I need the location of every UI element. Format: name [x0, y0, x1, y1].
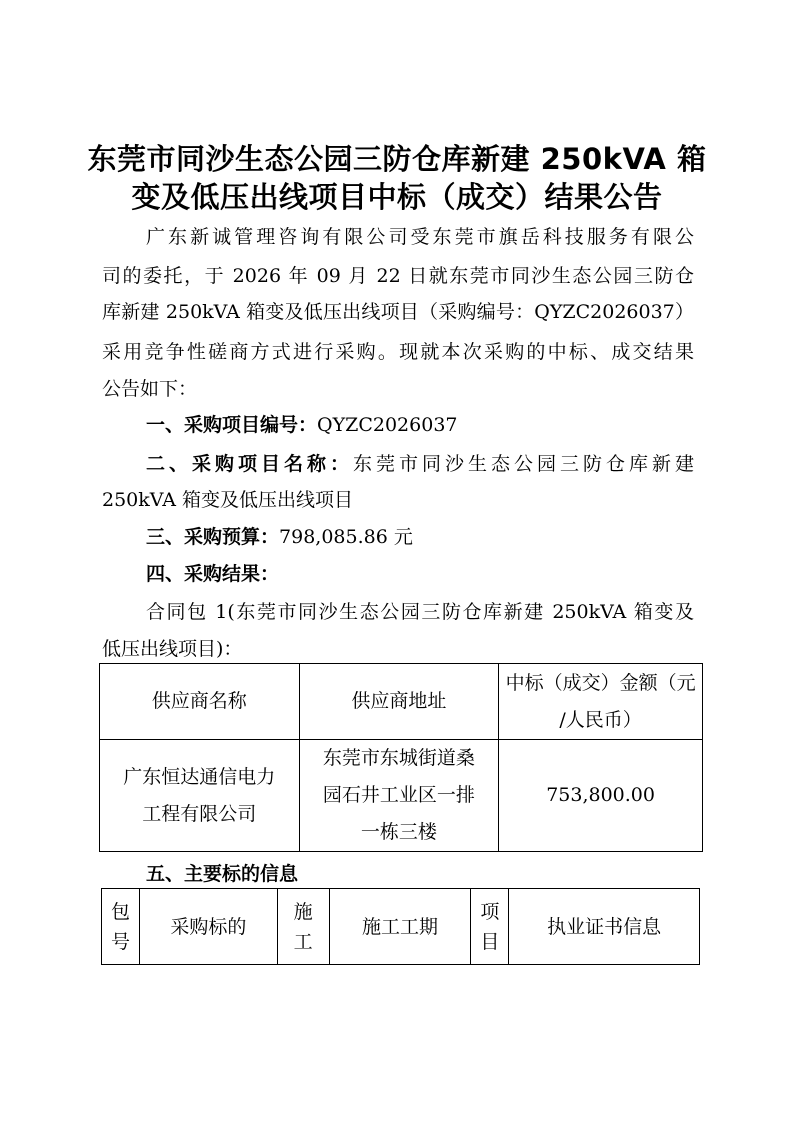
package-line-2: 低压出线项目)： [102, 638, 243, 660]
table-row [100, 740, 703, 852]
supplier-name [100, 740, 300, 852]
section-3 [146, 522, 694, 552]
supplier-address-line: 园石井工业区一排 [322, 784, 475, 806]
supplier-name-line: 工程有限公司 [142, 802, 257, 825]
section-4-label: 四、采购结果： [146, 563, 280, 585]
header-award-amount-line: 中标（成交）金额（元 [505, 671, 696, 694]
header-project-line: 项 [480, 900, 500, 923]
header-construction [277, 889, 329, 965]
intro-line: 公告如下： [102, 378, 198, 400]
section-2-cont: 250kVA 箱变及低压出线项目 [102, 489, 353, 511]
header-construction-line: 施 [293, 900, 313, 923]
title-line-1: 东莞市同沙生态公园三防仓库新建 250kVA 箱 [87, 142, 707, 176]
supplier-address-line: 一栋三楼 [360, 821, 437, 843]
intro-line: 采用竞争性磋商方式进行采购。现就本次采购的中标、成交结果 [102, 341, 694, 363]
title-line-2: 变及低压出线项目中标（成交）结果公告 [131, 180, 663, 214]
section-1 [146, 410, 694, 440]
header-construction-line: 工 [293, 930, 313, 953]
section-2 [146, 449, 694, 479]
supplier-address [299, 740, 499, 852]
result-table [99, 663, 703, 852]
supplier-name-line: 广东恒达通信电力 [123, 765, 276, 788]
header-subject: 采购标的 [139, 889, 277, 965]
header-construction-period: 施工工期 [329, 889, 471, 965]
supplier-address-line: 东莞市东城街道桑 [322, 747, 475, 769]
header-supplier-address: 供应商地址 [299, 664, 499, 740]
intro-line: 广东新诚管理咨询有限公司受东莞市旗岳科技服务有限公 [146, 226, 694, 248]
award-amount: 753,800.00 [499, 740, 703, 852]
header-project [471, 889, 509, 965]
table-header-row [100, 664, 703, 740]
section-2-label: 二、采购项目名称： [146, 453, 353, 475]
section-1-label: 一、采购项目编号： [146, 414, 318, 436]
header-package-no-line: 号 [110, 930, 130, 953]
intro-line: 司的委托，于 2026 年 09 月 22 日就东莞市同沙生态公园三防仓 [102, 265, 694, 287]
header-package-no [102, 889, 140, 965]
header-supplier-name: 供应商名称 [100, 664, 300, 740]
intro-line: 库新建 250kVA 箱变及低压出线项目（采购编号：QYZC2026037） [102, 301, 694, 323]
section-1-value: QYZC2026037 [317, 414, 458, 436]
section-2-value: 东莞市同沙生态公园三防仓库新建 [353, 453, 694, 475]
header-package-no-line: 包 [110, 900, 130, 923]
info-table-header-row [102, 889, 700, 965]
section-5-label: 五、主要标的信息 [146, 863, 299, 885]
header-certificate-info: 执业证书信息 [509, 889, 700, 965]
section-3-value: 798,085.86 元 [279, 526, 413, 548]
section-3-label: 三、采购预算： [146, 526, 280, 548]
package-line-1: 合同包 1(东莞市同沙生态公园三防仓库新建 250kVA 箱变及 [146, 601, 694, 623]
header-award-amount [499, 664, 703, 740]
header-award-amount-line: /人民币） [559, 708, 642, 731]
header-project-line: 目 [480, 930, 500, 953]
info-table [101, 888, 700, 965]
